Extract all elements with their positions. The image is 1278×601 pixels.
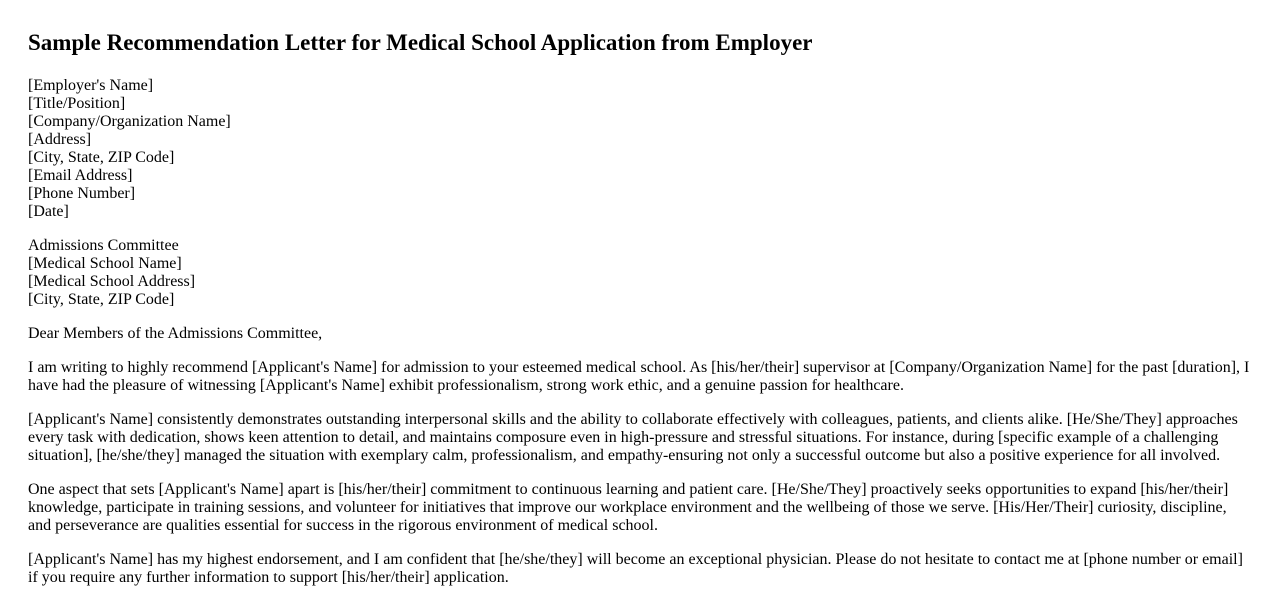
sender-address-block [28,77,1250,221]
recipient-city-line: [City, State, ZIP Code] [28,291,175,308]
recipient-committee-line: Admissions Committee [28,237,179,254]
sender-name-line: [Employer's Name] [28,77,154,94]
sender-city-line: [City, State, ZIP Code] [28,149,175,166]
sender-phone-line: [Phone Number] [28,185,136,202]
paragraph-skills: [Applicant's Name] consistently demonstrates outstanding interpersonal skills and the ability to collaborate effectively with colleagues, patients, and clients alike. [He/She/They] approaches every task with dedication, shows keen attention to detail, and maintains composure even in high-pressure and stressful situations. For instance, during [specific example of a challenging situation], [he/she/they] managed the situation with exemplary calm, professionalism, and empathy-ensuring not only a successful outcome but also a positive experience for all involved. [28,411,1238,464]
letter-title: Sample Recommendation Letter for Medical School Application from Employer [28,30,813,55]
paragraph-endorsement: [Applicant's Name] has my highest endorsement, and I am confident that [he/she/they] will become an exceptional physician. Please do not hesitate to contact me at [phone number or email] if you require any further information to support [his/her/their] application. [28,551,1243,586]
recipient-address-block [28,237,1250,309]
recipient-school-line: [Medical School Name] [28,255,182,272]
sender-title-line: [Title/Position] [28,95,126,112]
sender-date-line: [Date] [28,203,69,220]
sender-email-line: [Email Address] [28,167,133,184]
salutation: Dear Members of the Admissions Committee, [28,325,323,342]
paragraph-introduction: I am writing to highly recommend [Applicant's Name] for admission to your esteemed medical school. As [his/her/their] supervisor at [Company/Organization Name] for the past [duration], I have had the pleasure of witnessing [Applicant's Name] exhibit professionalism, strong work ethic, and a genuine passion for healthcare. [28,359,1250,394]
sender-address-line: [Address] [28,131,92,148]
sender-company-line: [Company/Organization Name] [28,113,231,130]
paragraph-commitment: One aspect that sets [Applicant's Name] apart is [his/her/their] commitment to continuous learning and patient care. [He/She/They] proactively seeks opportunities to expand [his/her/their] knowledge, participate in training sessions, and volunteer for initiatives that improve our workplace environment and the wellbeing of those we serve. [His/Her/Their] curiosity, discipline, and perseverance are qualities essential for success in the rigorous environment of medical school. [28,481,1229,534]
letter-body [28,77,1250,587]
recipient-address-line: [Medical School Address] [28,273,196,290]
